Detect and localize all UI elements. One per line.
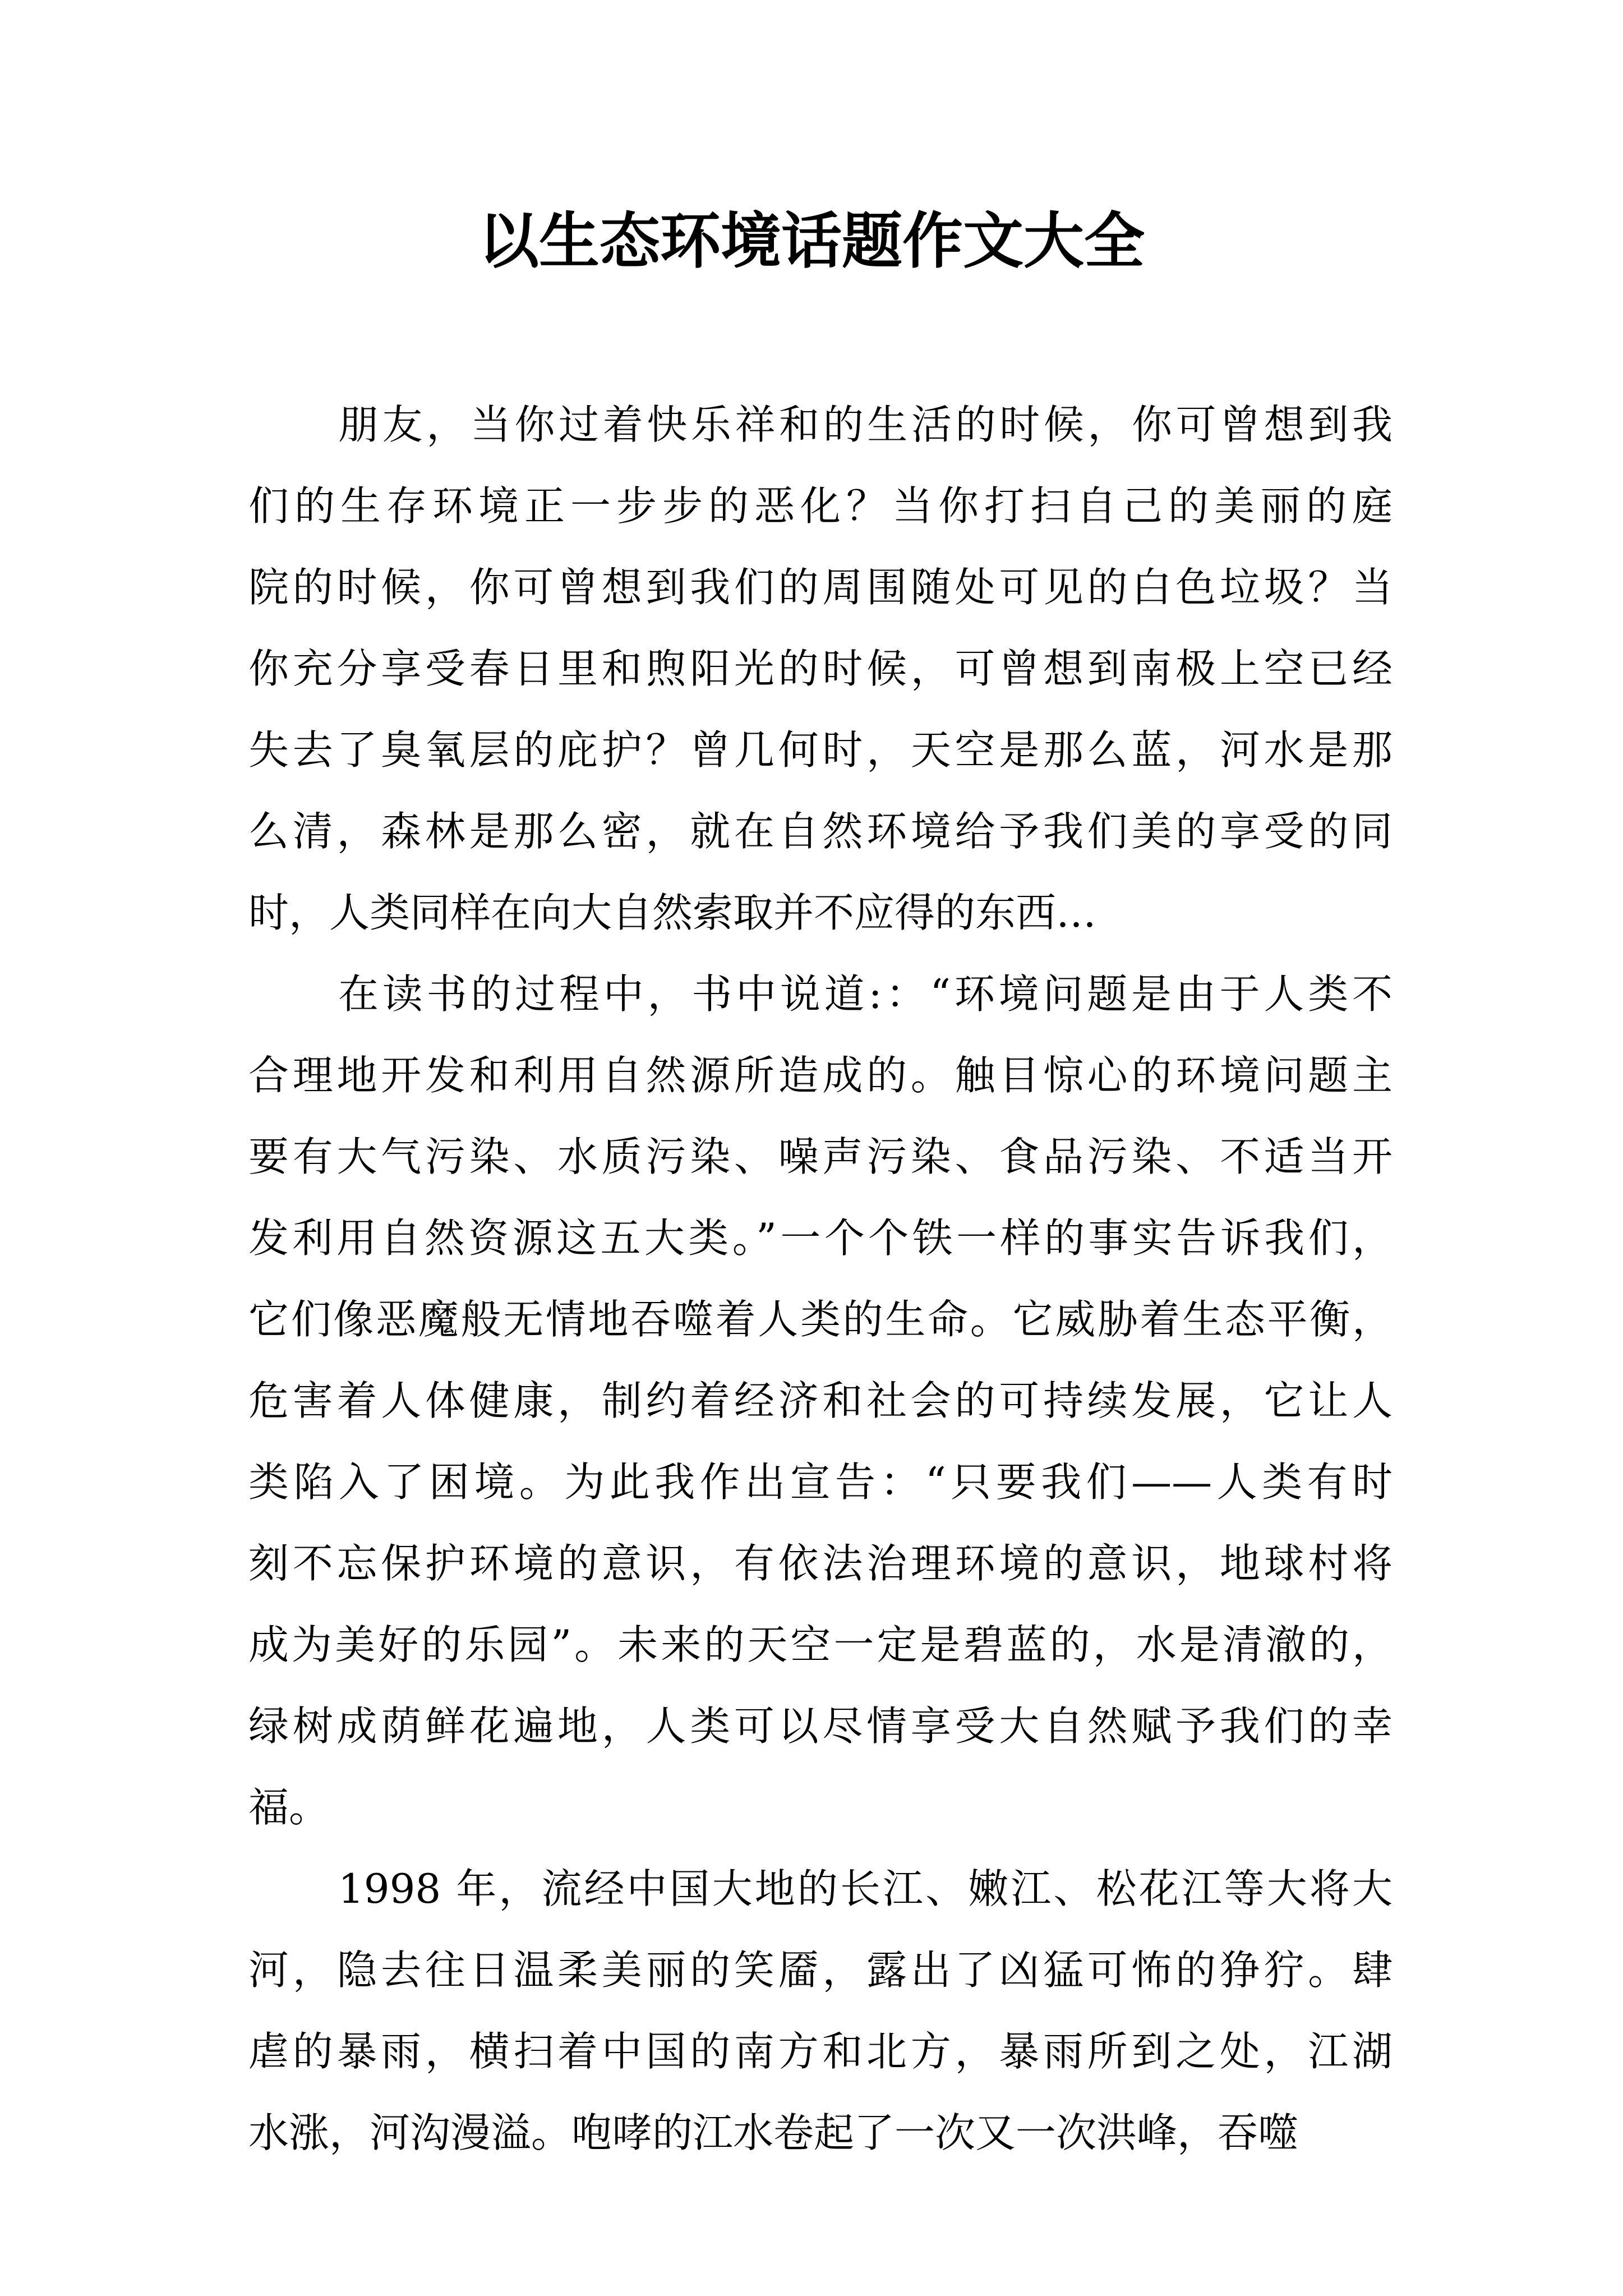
text-line: 河，隐去往日温柔美丽的笑靥，露出了凶猛可怖的狰狞。肆 bbox=[248, 1947, 1393, 1994]
text-line: 你充分享受春日里和煦阳光的时候，可曾想到南极上空已经 bbox=[248, 645, 1393, 692]
text-line: 院的时候，你可曾想到我们的周围随处可见的白色垃圾？当 bbox=[248, 564, 1393, 611]
text-line: 发利用自然资源这五大类。”一个个铁一样的事实告诉我们， bbox=[248, 1214, 1393, 1262]
text-line: 它们像恶魔般无情地吞噬着人类的生命。它威胁着生态平衡， bbox=[248, 1296, 1393, 1343]
text-line: 类陷入了困境。为此我作出宣告：“只要我们——人类有时 bbox=[248, 1458, 1393, 1506]
text-line: 福。 bbox=[248, 1784, 330, 1831]
text-line: 绿树成荫鲜花遍地，人类可以尽情享受大自然赋予我们的幸 bbox=[248, 1703, 1393, 1750]
document-title: 以生态环境话题作文大全 bbox=[478, 206, 1145, 277]
text-line: 们的生存环境正一步步的恶化？当你打扫自己的美丽的庭 bbox=[248, 482, 1393, 530]
text-line: 1998 年，流经中国大地的长江、嫩江、松花江等大将大 bbox=[338, 1865, 1393, 1912]
text-line: 失去了臭氧层的庇护？曾几何时，天空是那么蓝，河水是那 bbox=[248, 726, 1393, 774]
text-line: 朋友，当你过着快乐祥和的生活的时候，你可曾想到我 bbox=[338, 401, 1393, 448]
text-line: 水涨，河沟漫溢。咆哮的江水卷起了一次又一次洪峰，吞噬 bbox=[248, 2109, 1299, 2156]
text-line: 时，人类同样在向大自然索取并不应得的东西… bbox=[248, 889, 1097, 936]
text-line: 么清，森林是那么密，就在自然环境给予我们美的享受的同 bbox=[248, 808, 1393, 855]
text-line: 要有大气污染、水质污染、噪声污染、食品污染、不适当开 bbox=[248, 1133, 1393, 1180]
text-line: 刻不忘保护环境的意识，有依法治理环境的意识，地球村将 bbox=[248, 1540, 1393, 1587]
text-line: 虐的暴雨，横扫着中国的南方和北方，暴雨所到之处，江湖 bbox=[248, 2028, 1393, 2075]
text-line: 危害着人体健康，制约着经济和社会的可持续发展，它让人 bbox=[248, 1377, 1393, 1424]
text-line: 合理地开发和利用自然源所造成的。触目惊心的环境问题主 bbox=[248, 1052, 1393, 1099]
text-line: 在读书的过程中，书中说道:：“环境问题是由于人类不 bbox=[338, 970, 1393, 1018]
text-line: 成为美好的乐园”。未来的天空一定是碧蓝的，水是清澈的， bbox=[248, 1621, 1393, 1668]
